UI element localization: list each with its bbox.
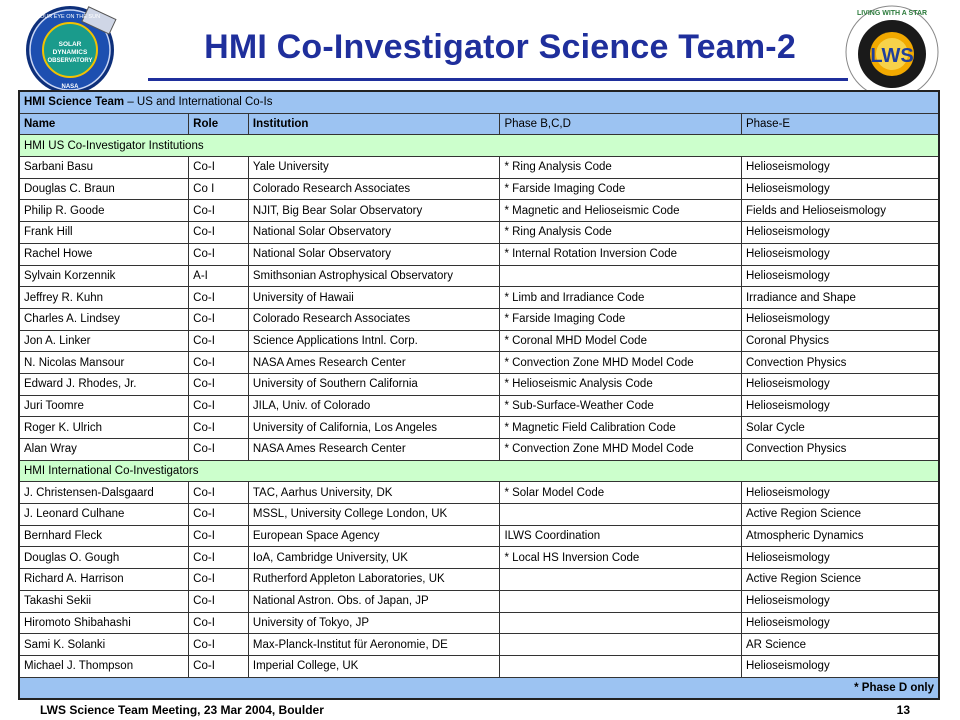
cell-name: Douglas O. Gough bbox=[19, 547, 189, 569]
cell-role: Co-I bbox=[189, 373, 249, 395]
cell-name: Charles A. Lindsey bbox=[19, 308, 189, 330]
lws-logo-center-text: LWS bbox=[870, 45, 914, 67]
cell-role: Co-I bbox=[189, 590, 249, 612]
cell-institution: TAC, Aarhus University, DK bbox=[248, 482, 500, 504]
cell-phase-e: Helioseismology bbox=[741, 178, 939, 200]
cell-institution: Rutherford Appleton Laboratories, UK bbox=[248, 569, 500, 591]
cell-role: Co-I bbox=[189, 439, 249, 461]
cell-role: Co-I bbox=[189, 569, 249, 591]
section-label: HMI US Co-Investigator Institutions bbox=[19, 135, 939, 157]
cell-role: Co-I bbox=[189, 525, 249, 547]
cell-role: Co-I bbox=[189, 395, 249, 417]
slide-title: HMI Co-Investigator Science Team-2 bbox=[204, 28, 796, 66]
cell-institution: European Space Agency bbox=[248, 525, 500, 547]
cell-institution: NJIT, Big Bear Solar Observatory bbox=[248, 200, 500, 222]
cell-phase-e: AR Science bbox=[741, 634, 939, 656]
cell-phase-bcd: * Local HS Inversion Code bbox=[500, 547, 742, 569]
cell-role: Co-I bbox=[189, 243, 249, 265]
cell-name: Jon A. Linker bbox=[19, 330, 189, 352]
table-row bbox=[19, 243, 939, 265]
cell-institution: National Solar Observatory bbox=[248, 222, 500, 244]
cell-phase-bcd bbox=[500, 569, 742, 591]
cell-role: Co-I bbox=[189, 308, 249, 330]
cell-role: Co-I bbox=[189, 634, 249, 656]
table-row bbox=[19, 525, 939, 547]
sdo-logo bbox=[18, 2, 122, 96]
table-row bbox=[19, 439, 939, 461]
cell-phase-bcd bbox=[500, 612, 742, 634]
table-row bbox=[19, 157, 939, 179]
cell-name: Richard A. Harrison bbox=[19, 569, 189, 591]
table-row bbox=[19, 222, 939, 244]
page-number: 13 bbox=[896, 703, 910, 717]
title-underline bbox=[148, 78, 848, 81]
cell-role: Co-I bbox=[189, 222, 249, 244]
cell-institution: JILA, Univ. of Colorado bbox=[248, 395, 500, 417]
cell-phase-e: Helioseismology bbox=[741, 612, 939, 634]
table-row bbox=[19, 287, 939, 309]
lws-logo bbox=[838, 2, 946, 100]
cell-name: Philip R. Goode bbox=[19, 200, 189, 222]
cell-phase-bcd: * Coronal MHD Model Code bbox=[500, 330, 742, 352]
cell-name: Sami K. Solanki bbox=[19, 634, 189, 656]
section-header-row bbox=[19, 460, 939, 482]
cell-role: Co-I bbox=[189, 200, 249, 222]
cell-name: Jeffrey R. Kuhn bbox=[19, 287, 189, 309]
cell-name: Juri Toomre bbox=[19, 395, 189, 417]
column-header-name: Name bbox=[19, 113, 189, 135]
sdo-logo-top-text: OUR EYE ON THE SUN bbox=[39, 14, 101, 20]
cell-name: Roger K. Ulrich bbox=[19, 417, 189, 439]
table-row bbox=[19, 417, 939, 439]
cell-phase-e: Helioseismology bbox=[741, 655, 939, 677]
cell-role: Co-I bbox=[189, 547, 249, 569]
cell-role: Co-I bbox=[189, 352, 249, 374]
table-row bbox=[19, 655, 939, 677]
cell-phase-e: Helioseismology bbox=[741, 157, 939, 179]
table-row bbox=[19, 482, 939, 504]
cell-phase-bcd: * Convection Zone MHD Model Code bbox=[500, 439, 742, 461]
cell-role: Co-I bbox=[189, 417, 249, 439]
footnote: * Phase D only bbox=[19, 677, 939, 699]
table-row bbox=[19, 265, 939, 287]
cell-name: J. Christensen-Dalsgaard bbox=[19, 482, 189, 504]
cell-role: Co-I bbox=[189, 612, 249, 634]
cell-role: Co-I bbox=[189, 157, 249, 179]
sdo-logo-bottom-text: NASA bbox=[61, 84, 79, 90]
table-header-row bbox=[19, 91, 939, 113]
sdo-logo-line3: OBSERVATORY bbox=[47, 58, 93, 64]
column-header-role: Role bbox=[189, 113, 249, 135]
cell-phase-bcd bbox=[500, 634, 742, 656]
cell-phase-bcd bbox=[500, 265, 742, 287]
cell-phase-bcd: * Farside Imaging Code bbox=[500, 178, 742, 200]
cell-name: Edward J. Rhodes, Jr. bbox=[19, 373, 189, 395]
cell-role: Co-I bbox=[189, 655, 249, 677]
cell-phase-e: Helioseismology bbox=[741, 395, 939, 417]
cell-name: Michael J. Thompson bbox=[19, 655, 189, 677]
table-row bbox=[19, 504, 939, 526]
cell-phase-e: Helioseismology bbox=[741, 243, 939, 265]
sdo-logo-line2: DYNAMICS bbox=[52, 49, 88, 56]
cell-phase-bcd: * Limb and Irradiance Code bbox=[500, 287, 742, 309]
table-row bbox=[19, 547, 939, 569]
cell-name: Sylvain Korzennik bbox=[19, 265, 189, 287]
cell-phase-e: Convection Physics bbox=[741, 352, 939, 374]
cell-phase-bcd bbox=[500, 655, 742, 677]
cell-institution: Yale University bbox=[248, 157, 500, 179]
cell-phase-e: Helioseismology bbox=[741, 482, 939, 504]
table-row bbox=[19, 373, 939, 395]
table-row bbox=[19, 308, 939, 330]
cell-name: J. Leonard Culhane bbox=[19, 504, 189, 526]
cell-phase-e: Coronal Physics bbox=[741, 330, 939, 352]
cell-phase-bcd bbox=[500, 504, 742, 526]
cell-phase-e: Helioseismology bbox=[741, 308, 939, 330]
table-row bbox=[19, 612, 939, 634]
table-header-bold: HMI Science Team bbox=[24, 96, 125, 109]
cell-name: Hiromoto Shibahashi bbox=[19, 612, 189, 634]
table-header-rest: – US and International Co-Is bbox=[124, 96, 273, 109]
cell-institution: University of California, Los Angeles bbox=[248, 417, 500, 439]
cell-phase-e: Helioseismology bbox=[741, 373, 939, 395]
cell-phase-e: Irradiance and Shape bbox=[741, 287, 939, 309]
cell-institution: National Solar Observatory bbox=[248, 243, 500, 265]
table-row bbox=[19, 352, 939, 374]
cell-name: Sarbani Basu bbox=[19, 157, 189, 179]
cell-phase-e: Fields and Helioseismology bbox=[741, 200, 939, 222]
cell-name: N. Nicolas Mansour bbox=[19, 352, 189, 374]
cell-phase-e: Solar Cycle bbox=[741, 417, 939, 439]
cell-role: Co-I bbox=[189, 330, 249, 352]
section-label: HMI International Co-Investigators bbox=[19, 460, 939, 482]
cell-institution: University of Tokyo, JP bbox=[248, 612, 500, 634]
cell-phase-bcd: * Solar Model Code bbox=[500, 482, 742, 504]
cell-phase-e: Convection Physics bbox=[741, 439, 939, 461]
column-header-institution: Institution bbox=[248, 113, 500, 135]
science-team-table bbox=[18, 90, 940, 700]
table-row bbox=[19, 200, 939, 222]
cell-institution: University of Hawaii bbox=[248, 287, 500, 309]
footnote-row bbox=[19, 677, 939, 699]
cell-phase-bcd: * Helioseismic Analysis Code bbox=[500, 373, 742, 395]
table-row bbox=[19, 330, 939, 352]
cell-institution: Colorado Research Associates bbox=[248, 178, 500, 200]
lws-logo-top-text: LIVING WITH A STAR bbox=[856, 10, 928, 17]
cell-institution: Colorado Research Associates bbox=[248, 308, 500, 330]
cell-phase-e: Helioseismology bbox=[741, 547, 939, 569]
table-row bbox=[19, 178, 939, 200]
cell-institution: National Astron. Obs. of Japan, JP bbox=[248, 590, 500, 612]
cell-phase-bcd: * Ring Analysis Code bbox=[500, 222, 742, 244]
cell-phase-bcd: * Sub-Surface-Weather Code bbox=[500, 395, 742, 417]
table-row bbox=[19, 634, 939, 656]
cell-phase-bcd: * Convection Zone MHD Model Code bbox=[500, 352, 742, 374]
table-row bbox=[19, 395, 939, 417]
cell-institution: IoA, Cambridge University, UK bbox=[248, 547, 500, 569]
cell-name: Alan Wray bbox=[19, 439, 189, 461]
cell-institution: University of Southern California bbox=[248, 373, 500, 395]
cell-role: Co I bbox=[189, 178, 249, 200]
cell-institution: MSSL, University College London, UK bbox=[248, 504, 500, 526]
cell-institution: NASA Ames Research Center bbox=[248, 352, 500, 374]
cell-phase-e: Active Region Science bbox=[741, 569, 939, 591]
cell-phase-e: Atmospheric Dynamics bbox=[741, 525, 939, 547]
column-header-phase-e: Phase-E bbox=[741, 113, 939, 135]
cell-phase-bcd: * Magnetic Field Calibration Code bbox=[500, 417, 742, 439]
section-header-row bbox=[19, 135, 939, 157]
cell-name: Frank Hill bbox=[19, 222, 189, 244]
table-header-cell bbox=[19, 91, 939, 113]
cell-phase-bcd: * Farside Imaging Code bbox=[500, 308, 742, 330]
cell-phase-bcd: * Magnetic and Helioseismic Code bbox=[500, 200, 742, 222]
table-row bbox=[19, 569, 939, 591]
cell-role: Co-I bbox=[189, 287, 249, 309]
cell-role: Co-I bbox=[189, 482, 249, 504]
sdo-logo-line1: SOLAR bbox=[58, 41, 82, 48]
cell-name: Bernhard Fleck bbox=[19, 525, 189, 547]
cell-institution: Max-Planck-Institut für Aeronomie, DE bbox=[248, 634, 500, 656]
cell-phase-e: Helioseismology bbox=[741, 590, 939, 612]
cell-phase-e: Active Region Science bbox=[741, 504, 939, 526]
cell-institution: NASA Ames Research Center bbox=[248, 439, 500, 461]
cell-name: Rachel Howe bbox=[19, 243, 189, 265]
cell-phase-bcd bbox=[500, 590, 742, 612]
cell-role: Co-I bbox=[189, 504, 249, 526]
cell-role: A-I bbox=[189, 265, 249, 287]
cell-name: Douglas C. Braun bbox=[19, 178, 189, 200]
cell-phase-bcd: ILWS Coordination bbox=[500, 525, 742, 547]
cell-phase-bcd: * Ring Analysis Code bbox=[500, 157, 742, 179]
cell-institution: Science Applications Intnl. Corp. bbox=[248, 330, 500, 352]
cell-name: Takashi Sekii bbox=[19, 590, 189, 612]
cell-institution: Smithsonian Astrophysical Observatory bbox=[248, 265, 500, 287]
cell-phase-e: Helioseismology bbox=[741, 222, 939, 244]
table-row bbox=[19, 590, 939, 612]
column-header-row bbox=[19, 113, 939, 135]
footer-meeting: LWS Science Team Meeting, 23 Mar 2004, Boulder bbox=[40, 703, 324, 717]
column-header-phase-bcd: Phase B,C,D bbox=[500, 113, 742, 135]
cell-institution: Imperial College, UK bbox=[248, 655, 500, 677]
cell-phase-e: Helioseismology bbox=[741, 265, 939, 287]
cell-phase-bcd: * Internal Rotation Inversion Code bbox=[500, 243, 742, 265]
